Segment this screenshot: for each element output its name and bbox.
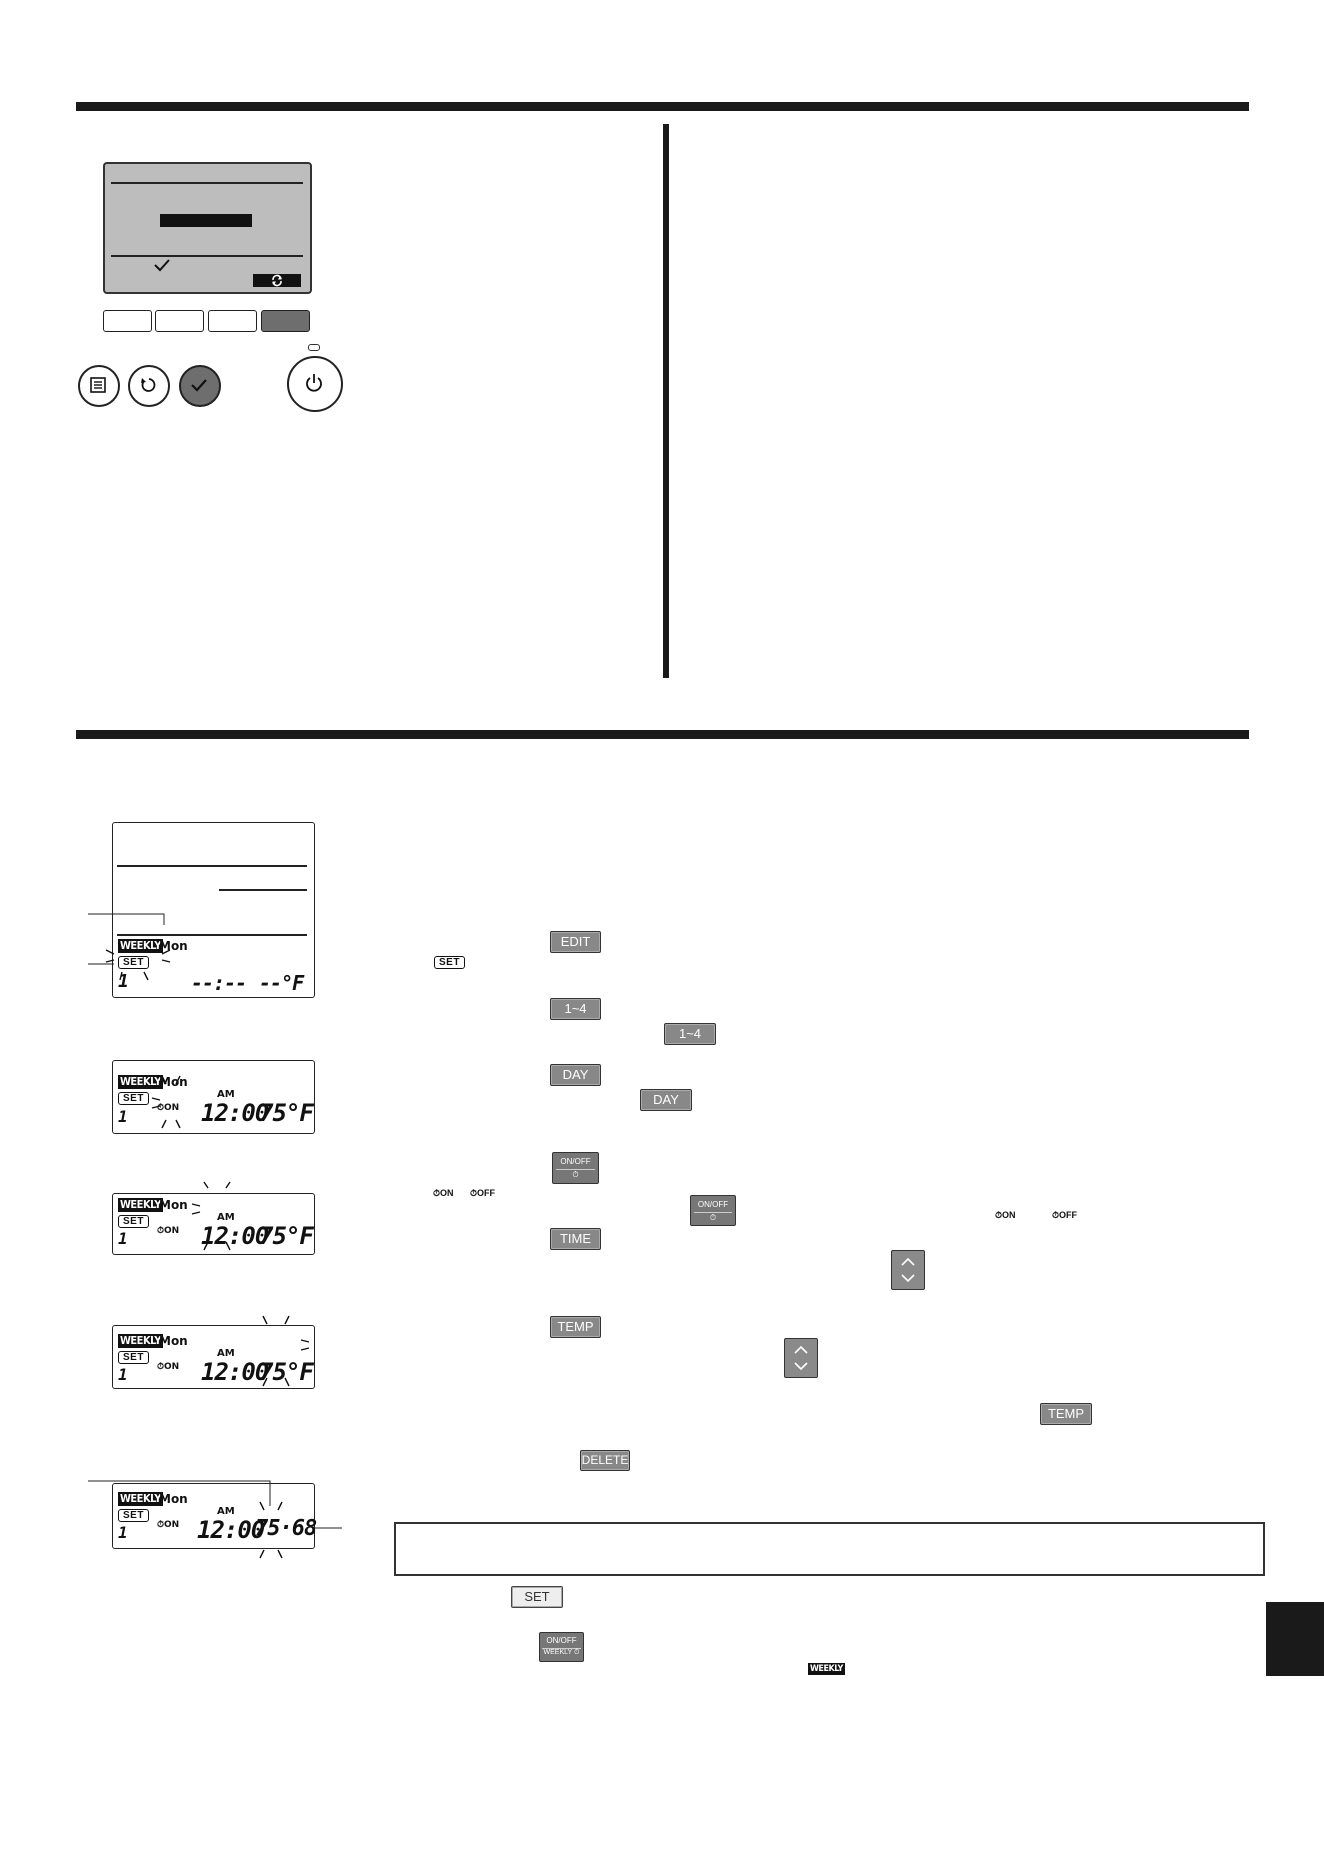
on-timer-indicator: ⏱ON bbox=[157, 1226, 180, 1236]
temp-button[interactable]: TEMP bbox=[550, 1316, 601, 1338]
power-icon bbox=[304, 372, 324, 394]
top-rule bbox=[76, 102, 1249, 111]
weekly-indicator: WEEKLY bbox=[120, 939, 161, 952]
return-button[interactable] bbox=[128, 365, 170, 407]
function-button-f2[interactable] bbox=[155, 310, 204, 332]
temp-value: 75°F bbox=[259, 1222, 313, 1250]
blink-marks-4 bbox=[255, 1312, 325, 1392]
time-value: 12:00 bbox=[201, 1222, 269, 1250]
onoff-timer-button[interactable] bbox=[552, 1152, 599, 1184]
blink-marks-1 bbox=[100, 940, 180, 990]
set-indicator: SET bbox=[118, 1215, 149, 1228]
time-value: 12:00 bbox=[201, 1099, 269, 1127]
temp-value: 75°F bbox=[259, 1358, 313, 1386]
power-button[interactable] bbox=[287, 356, 343, 412]
select-button[interactable] bbox=[179, 365, 221, 407]
time-value: 12:00 bbox=[197, 1516, 265, 1544]
up-down-button[interactable] bbox=[784, 1338, 818, 1378]
refresh-button-indicator bbox=[253, 274, 301, 287]
timer-icon: ⏱ bbox=[556, 1169, 595, 1180]
onoff-weekly-button[interactable] bbox=[539, 1632, 584, 1662]
onoff-label: ON/OFF bbox=[546, 1636, 577, 1645]
program-number: 1 bbox=[118, 971, 128, 992]
time-button[interactable]: TIME bbox=[550, 1228, 601, 1250]
temp-button-inline[interactable]: TEMP bbox=[1040, 1403, 1092, 1425]
am-indicator: AM bbox=[217, 1212, 235, 1223]
day-button-inline[interactable]: DAY bbox=[640, 1089, 692, 1111]
weekly-indicator-inline: WEEKLY bbox=[810, 1664, 843, 1674]
am-indicator: AM bbox=[217, 1348, 235, 1359]
up-down-button[interactable] bbox=[891, 1250, 925, 1290]
day-label: Mon bbox=[159, 1198, 188, 1212]
am-indicator: AM bbox=[217, 1506, 235, 1517]
refresh-icon bbox=[271, 275, 283, 286]
program-number: 1 bbox=[118, 1107, 127, 1126]
function-button-f3[interactable] bbox=[208, 310, 257, 332]
function-button-f4[interactable] bbox=[261, 310, 310, 332]
menu-button[interactable] bbox=[78, 365, 120, 407]
weekly-indicator: WEEKLY bbox=[120, 1492, 161, 1505]
temp-pair-value: 75·68 bbox=[255, 1516, 317, 1541]
chevron-up-icon bbox=[901, 1258, 915, 1266]
day-label: Mon bbox=[159, 1075, 188, 1089]
onoff-timer-button-inline[interactable] bbox=[690, 1195, 736, 1226]
return-icon bbox=[139, 376, 157, 394]
on-timer-indicator: ⏱ON bbox=[157, 1362, 180, 1372]
day-button[interactable]: DAY bbox=[550, 1064, 601, 1086]
time-value: 12:00 bbox=[201, 1358, 269, 1386]
on-timer-indicator: ⏱ON bbox=[157, 1520, 180, 1530]
program-number: 1 bbox=[118, 1365, 127, 1384]
chevron-down-icon bbox=[901, 1274, 915, 1282]
controller-screen bbox=[103, 162, 312, 294]
column-divider bbox=[663, 124, 669, 678]
on-timer-indicator: ⏱ON bbox=[157, 1103, 180, 1113]
set-indicator: SET bbox=[118, 1092, 149, 1105]
program-number: 1 bbox=[118, 1229, 127, 1248]
weekly-indicator: WEEKLY bbox=[120, 1075, 161, 1088]
panel-line-short bbox=[219, 889, 307, 891]
off-indicator: ⏱OFF bbox=[470, 1188, 496, 1198]
set-indicator-inline: SET bbox=[434, 956, 465, 969]
chevron-down-icon bbox=[794, 1362, 808, 1370]
screen-divider-top bbox=[111, 182, 303, 184]
set-indicator: SET bbox=[118, 956, 149, 969]
weekly-indicator: WEEKLY bbox=[120, 1334, 161, 1347]
panel-line bbox=[117, 865, 307, 867]
delete-button[interactable]: DELETE bbox=[580, 1450, 630, 1471]
section-rule bbox=[76, 730, 1249, 739]
menu-icon bbox=[89, 376, 107, 394]
timer-icon: ⏱ bbox=[694, 1212, 732, 1223]
screen-divider-bottom bbox=[111, 255, 303, 257]
on-indicator: ⏱ON bbox=[995, 1210, 1016, 1220]
time-blank: --:-- bbox=[191, 971, 247, 995]
blink-marks-3 bbox=[190, 1180, 270, 1260]
onoff-label: ON/OFF bbox=[697, 1200, 729, 1209]
off-indicator: ⏱OFF bbox=[1052, 1210, 1078, 1220]
blink-marks-5 bbox=[250, 1500, 320, 1560]
temp-blank: --°F bbox=[259, 971, 304, 995]
weekly-timer-label: WEEKLY ⏱ bbox=[543, 1649, 580, 1656]
day-label: Mon bbox=[159, 939, 188, 953]
highlight-bar bbox=[160, 214, 252, 227]
chevron-up-icon bbox=[794, 1346, 808, 1354]
day-label: Mon bbox=[159, 1492, 188, 1506]
range-button[interactable]: 1~4 bbox=[550, 998, 601, 1020]
weekly-indicator: WEEKLY bbox=[120, 1198, 161, 1211]
checkmark-icon bbox=[190, 377, 208, 393]
onoff-label: ON/OFF bbox=[560, 1157, 591, 1166]
power-led bbox=[308, 344, 320, 351]
temp-value: 75°F bbox=[259, 1099, 313, 1127]
set-button[interactable]: SET bbox=[511, 1586, 563, 1608]
set-indicator: SET bbox=[118, 1509, 149, 1522]
day-label: Mon bbox=[159, 1334, 188, 1348]
range-button-inline[interactable]: 1~4 bbox=[664, 1023, 716, 1045]
on-indicator: ⏱ON bbox=[433, 1188, 454, 1198]
program-number: 1 bbox=[118, 1523, 127, 1542]
note-box bbox=[394, 1522, 1265, 1576]
edit-button[interactable]: EDIT bbox=[550, 931, 601, 953]
am-indicator: AM bbox=[217, 1089, 235, 1100]
blink-marks-2 bbox=[140, 1070, 200, 1130]
set-indicator: SET bbox=[118, 1351, 149, 1364]
function-button-f1[interactable] bbox=[103, 310, 152, 332]
section-tab bbox=[1266, 1602, 1324, 1676]
checkmark-icon bbox=[153, 258, 171, 272]
